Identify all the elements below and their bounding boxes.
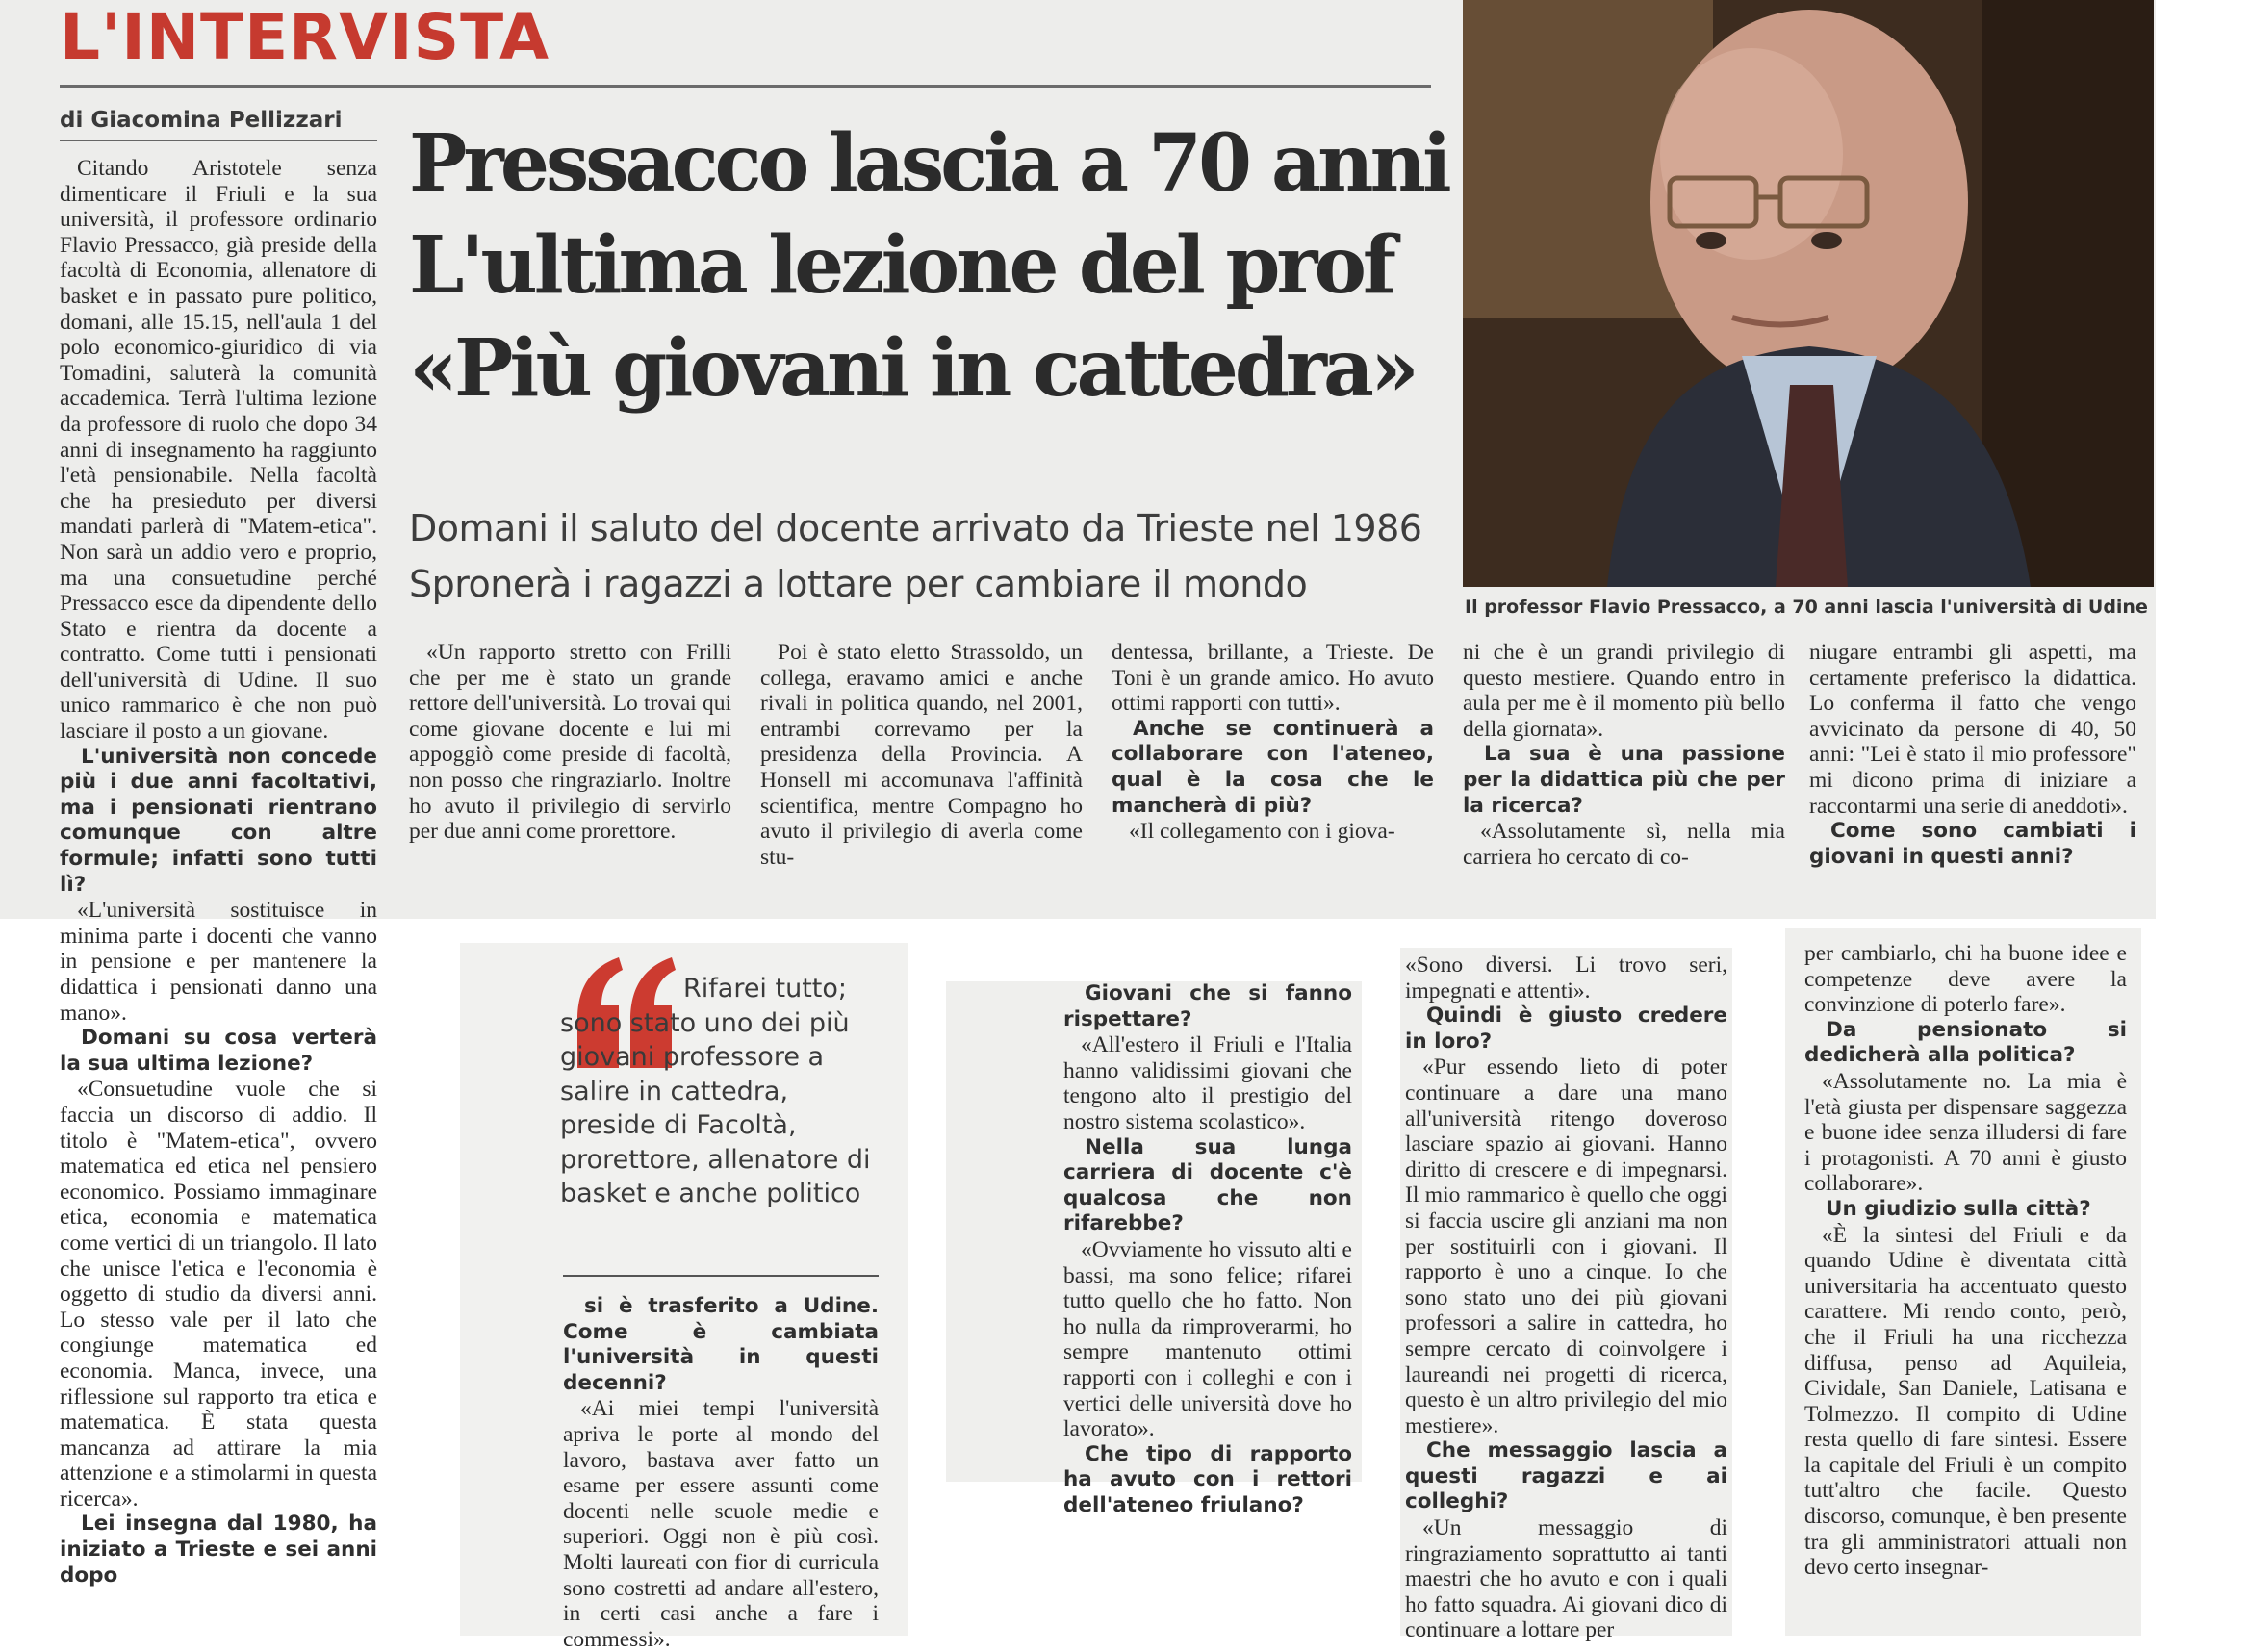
portrait-photo	[1463, 0, 2154, 587]
article-column-continuation-2	[563, 1294, 879, 1652]
pull-quote-rule	[563, 1275, 879, 1277]
byline-rule	[60, 140, 377, 141]
article-paragraph: «Un messaggio di ringraziamento soprattutto ai tanti maestri che ho avuto e con i quali ho fatto squadra. Ai giovani dico di continuare a lottare per	[1405, 1515, 1727, 1643]
article-column-continuation-5	[1804, 941, 2127, 1581]
interview-question: Lei insegna dal 1980, ha iniziato a Trieste e sei anni dopo	[60, 1512, 377, 1588]
interview-question: Che messaggio lascia a questi ragazzi e ai colleghi?	[1405, 1438, 1727, 1514]
section-kicker: L'INTERVISTA	[60, 0, 550, 74]
interview-question: Che tipo di rapporto ha avuto con i rettori dell'ateneo friulano?	[1063, 1441, 1352, 1517]
interview-question: Da pensionato si dedicherà alla politica?	[1804, 1017, 2127, 1068]
article-paragraph: dentessa, brillante, a Trieste. De Toni è un grande amico. Ho avuto ottimi rapporti con tutti».	[1112, 640, 1434, 717]
article-paragraph: niugare entrambi gli aspetti, ma certamente preferisco la didattica. Lo conferma il fatto che vengo avvicinato da persone di 40, 50 anni: "Lei è stato il mio professore" mi dicono prima di iniziare a raccontarmi una serie di aneddoti».	[1809, 640, 2136, 819]
article-column-b	[760, 640, 1083, 870]
article-paragraph: Poi è stato eletto Strassoldo, un collega, eravamo amici e anche rivali in politica quando, nel 2001, entrambi correvamo per la presidenza della Provincia. A Honsell mi accomunava l'affinità scientifica, mentre Compagno ho avuto il privilegio di averla come stu-	[760, 640, 1083, 870]
interview-question: Anche se continuerà a collaborare con l'ateneo, qual è la cosa che le mancherà di più?	[1112, 716, 1434, 818]
pull-quote-text: Rifarei tutto; sono stato uno dei più giovani professore a salire in cattedra, preside di Facoltà, prorettore, allenatore di basket e anche politico	[560, 974, 871, 1208]
article-column-continuation-4	[1405, 953, 1727, 1643]
subheadline-line-1: Domani il saluto del docente arrivato da Trieste nel 1986	[409, 507, 1422, 549]
article-column-a	[409, 640, 731, 845]
headline-line-3: «Più giovani in cattedra»	[409, 322, 1416, 415]
interview-question: Come sono cambiati i giovani in questi anni?	[1809, 819, 2136, 869]
photo-caption: Il professor Flavio Pressacco, a 70 anni lascia l'università di Udine	[1465, 597, 2148, 618]
interview-question: L'università non concede più i due anni facoltativi, ma i pensionati rientrano comunque con altre formule; infatti sono tutti lì?	[60, 744, 377, 897]
interview-question: Nella sua lunga carriera di docente c'è qualcosa che non rifarebbe?	[1063, 1134, 1352, 1236]
article-column-continuation-3	[1063, 981, 1352, 1518]
article-column-e	[1809, 640, 2136, 870]
article-paragraph: «Assolutamente no. La mia è l'età giusta per dispensare saggezza e buone idee senza illudersi di fare i protagonisti. A 70 anni è giusto collaborare».	[1804, 1068, 2127, 1197]
article-column-d	[1463, 640, 1785, 870]
article-paragraph: «Ai miei tempi l'università apriva le porte al mondo del lavoro, bastava aver fatto un esame per essere assunti come docenti nelle scuole medie e superiori. Oggi non è più così. Molti laureati con fior di curricula sono costretti ad andare all'estero, in certi casi anche a fare i commessi».	[563, 1396, 879, 1652]
byline: di Giacomina Pellizzari	[60, 108, 343, 133]
interview-question: Un giudizio sulla città?	[1826, 1196, 2091, 1221]
article-paragraph: «Un rapporto stretto con Frilli che per me è stato un grande rettore dell'università. Lo trovai qui come giovane docente e lui mi appoggiò come preside di facoltà, non posso che ringraziarlo. Inoltre ho avuto il privilegio di servirlo per due anni come prorettore.	[409, 640, 731, 845]
article-paragraph: ni che è un grandi privilegio di questo mestiere. Quando entro in aula per me è il momento più bello della giornata».	[1463, 640, 1785, 742]
pull-quote	[560, 972, 878, 1211]
article-paragraph: «Sono diversi. Li trovo seri, impegnati e attenti».	[1405, 953, 1727, 1004]
article-column-1	[60, 156, 377, 1588]
subheadline-line-2: Spronerà i ragazzi a lottare per cambiare il mondo	[409, 563, 1308, 605]
header-rule	[60, 85, 1431, 88]
article-paragraph: «Consuetudine vuole che si faccia un discorso di addio. Il titolo è "Matem-etica", ovvero matematica ed etica nel pensiero economico. Possiamo immaginare etica, economia e matematica come vertici di un triangolo. Il lato che unisce l'etica e l'economia è oggetto di studio da diversi anni. Lo stesso vale per il lato che congiunge matematica ed economia. Manca, invece, una riflessione sul rapporto tra etica e matematica. È stata questa mancanza ad attirare la mia attenzione e a stimolarmi in questa ricerca».	[60, 1077, 377, 1512]
article-paragraph: «All'estero il Friuli e l'Italia hanno validissimi giovani che tengono alto il prestigio del nostro sistema scolastico».	[1063, 1032, 1352, 1134]
headline-line-2: L'ultima lezione del prof	[409, 219, 1393, 312]
portrait-illustration	[1463, 0, 2154, 587]
article-paragraph: «È la sintesi del Friuli e da quando Udine è diventata città universitaria ha accentuato questo carattere. Mi rendo conto, però, che il Friuli ha una ricchezza diffusa, penso ad Aquileia, Cividale, San Daniele, Latisana e Tolmezzo. Il compito di Udine resta quello di fare sintesi. Essere la capitale del Friuli è un compito tutt'altro che facile. Questo discorso, comunque, è ben presente tra gli amministratori attuali non devo certo insegnar-	[1804, 1222, 2127, 1581]
headline-line-1: Pressacco lascia a 70 anni	[409, 117, 1448, 210]
article-column-c	[1112, 640, 1434, 845]
interview-question: Quindi è giusto credere in loro?	[1405, 1004, 1727, 1054]
article-paragraph: «Ovviamente ho vissuto alti e bassi, ma sono felice; rifarei tutto quello che ho fatto. Non ho nulla da rimproverarmi, ho sempre mantenuto ottimi rapporti con i colleghi e con i vertici delle università dove ho lavorato».	[1063, 1236, 1352, 1442]
interview-question: Giovani che si fanno rispettare?	[1063, 981, 1352, 1031]
article-paragraph: per cambiarlo, chi ha buone idee e competenze deve avere la convinzione di poterlo fare».	[1804, 941, 2127, 1018]
interview-question: si è trasferito a Udine. Come è cambiata l'università in questi decenni?	[563, 1294, 879, 1395]
article-paragraph: «Il collegamento con i giova-	[1129, 819, 1395, 845]
interview-question: La sua è una passione per la didattica più che per la ricerca?	[1463, 742, 1785, 818]
interview-question: Domani su cosa verterà la sua ultima lezione?	[60, 1026, 377, 1076]
article-paragraph: «Pur essendo lieto di poter continuare a dare una mano all'università ritengo doveroso lasciare spazio ai giovani. Hanno diritto di crescere e di impegnarsi. Il mio rammarico è quello che oggi si faccia uscire gli anziani ma non per sostituirli con i giovani. Il rapporto è uno a cinque. Io che sono stato uno dei più giovani professori a salire in cattedra, ho sempre cercato di coinvolgere i laureandi nei progetti di ricerca, questo è un altro privilegio del mio mestiere».	[1405, 1055, 1727, 1438]
article-paragraph: «Assolutamente sì, nella mia carriera ho cercato di co-	[1463, 819, 1785, 870]
article-paragraph: Citando Aristotele senza dimenticare il Friuli e la sua università, il professore ordinario Flavio Pressacco, già preside della facoltà di Economia, allenatore di basket e in passato pure politico, domani, alle 15.15, nell'aula 1 del polo economico-giuridico di via Tomadini, saluterà la comunità accademica. Terrà l'ultima lezione da professore di ruolo che dopo 34 anni di insegnamento ha raggiunto l'età pensionabile. Nella facoltà che ha presieduto per diversi mandati parlerà di "Matem-etica". Non sarà un addio vero e proprio, ma una consuetudine perché Pressacco esce da dipendente dello Stato e rientra da docente a contratto. Come tutti i pensionati dell'università di Udine. Il suo unico rammarico è che non può lasciare il posto a un giovane.	[60, 156, 377, 745]
article-paragraph: «L'università sostituisce in minima parte i docenti che vanno in pensione e per mantenere la didattica i pensionati danno una mano».	[60, 898, 377, 1026]
